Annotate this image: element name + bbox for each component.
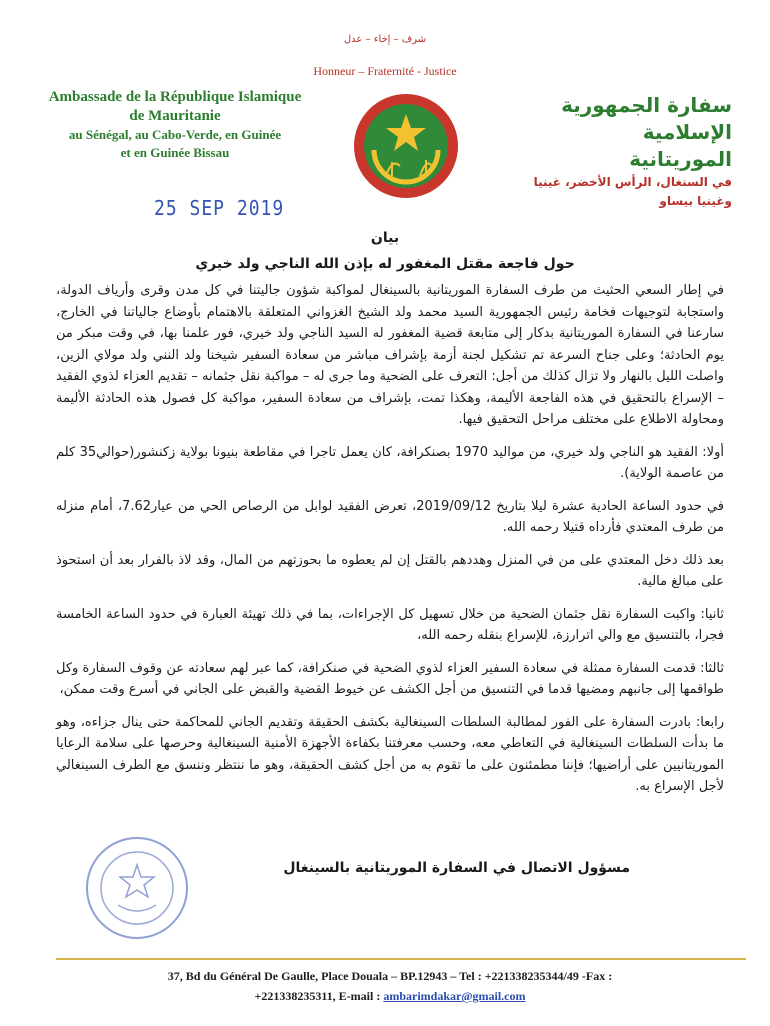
footer-line1: 37, Bd du Général De Gaulle, Place Douala – BP.12943 – Tel : +221338235344/49 -Fax : [167,969,613,983]
paragraph-second: ثانيا: واكبت السفارة نقل جثمان الضحية من خلال تسهيل كل الإجراءات، بما في ذلك تهيئة العبارة في حدود الساعة الخامسة فجرا، بالتنسيق مع والي اترارزة، للإسراع بنقله رحمه الله، [56,606,724,643]
date-stamp: 25 SEP 2019 [154,196,285,221]
mauritania-seal-icon [346,92,466,200]
embassy-ar-line3: في السنغال، الرأس الأخضر، غينيا [533,175,732,189]
embassy-round-stamp-icon [84,835,190,941]
document-subtitle: حول فاجعة مقتل المغفور له بإذن الله الناجي ولد خيري [195,256,575,272]
embassy-fr-line1: Ambassade de la République Islamique [48,89,302,105]
embassy-ar-line2: الموريتانية [629,147,732,171]
document-body [56,280,724,809]
paragraph-first: أولا: الفقيد هو الناجي ولد خيري، من مواليد 1970 بصنكرافة، كان يعمل تاجرا في مقاطعة بنيونا بولاية زكنشور(حوالي35 كلم من عاصمة الولاية). [56,444,724,481]
paragraph-intro: في إطار السعي الحثيث من طرف السفارة الموريتانية بالسينغال لمواكبة شؤون جاليتنا في كل مدن وقرى وأرياف الدولة، واستجابة لتوجيهات فخامة رئيس الجمهورية السيد محمد ولد الشيخ الغزواني المتعلقة بالاهتمام بأوضاع جالياتنا في الخارج، سارعنا في السفارة الموريتانية بدكار إلى متابعة قضية المغفور له السيد الناجي ولد خيري، فور علمنا بها، في وقت مبكر من يوم الحادثة؛ وعلى جناح السرعة تم تشكيل لجنة أزمة بإشراف مباشر من سعادة السفير شيخنا ولد النني ولد مولاي الزين، واصلت الليل بالنهار ولا تزال كذلك من أجل: التعرف على الضحية وما جرى له – مواكبة نقل جثمانه – تقديم العزاء لذوي الفقيد – الإسراع بالتحقيق في هذه الفاجعة الأليمة، وهكذا تمت، بإشراف من سعادة السفير، مواكبة كل فصول هذه الحادثة الأليمة ومحاولة الاطلاع على مختلف مراحل التحقيق فيها. [56,283,724,427]
embassy-name-french [30,88,320,162]
footer-divider [56,958,746,960]
motto-french: Honneur – Fraternité - Justice [313,64,457,78]
embassy-ar-line4: وغينيا بيساو [659,194,732,208]
paragraph-robbery: بعد ذلك دخل المعتدي على من في المنزل وهددهم بالقتل إن لم يعطوه ما بحوزتهم من المال، وقد لاذ بالفرار بعد أن استحوذ على مبالغ مالية. [56,552,724,589]
motto-arabic: شرف – إخاء – عدل [343,34,427,45]
signature-line: مسؤول الاتصال في السفارة الموريتانية بالسينغال [283,860,630,876]
footer-line2-prefix: +221338235311, E-mail : [254,989,384,1003]
footer-address [40,966,740,1006]
embassy-fr-line3: au Sénégal, au Cabo-Verde, en Guinée [68,127,282,142]
footer-line2 [40,986,740,1006]
paragraph-fourth: رابعا: بادرت السفارة على الفور لمطالبة السلطات السينغالية بكشف الحقيقة وتقديم الجاني للمحاكمة حتى ينال جزاءه، وهو ما بدأت السلطات السينغالية في التعاطي معه، وحسب معرفتنا بكفاءة الأجهزة الأمنية السينغالية وحرصها على سلامة الرعايا الموريتانيين على أراضيها؛ فإننا مطمئنون على ما تقوم به من أجل كشف الحقيقة، وهو ما ننتظر وننسق مع الطرف السينغالي لأجل الإسراع به. [56,714,724,794]
email-link[interactable]: ambarimdakar@gmail.com [383,989,526,1003]
embassy-fr-line2: de Mauritanie [129,108,221,124]
embassy-fr-line4: et en Guinée Bissau [120,145,230,160]
paragraph-incident: في حدود الساعة الحادية عشرة ليلا بتاريخ 2019/09/12، تعرض الفقيد لوابل من الرصاص الحي من عيار7.62، أمام منزله من طرف المعتدي فأرداه قتيلا رحمه الله. [56,498,724,535]
embassy-ar-line1: سفارة الجمهورية الإسلامية [561,93,732,144]
document-title: بيان [370,230,400,246]
embassy-name-arabic [492,92,732,211]
paragraph-third: ثالثا: قدمت السفارة ممثلة في سعادة السفير العزاء لذوي الضحية في صنكرافة، كما عبر لهم سعادته عن وقوف السفارة وكل طواقمها إلى جانبهم ومضيها قدما في التنسيق من أجل الكشف عن خيوط القضية والقبض على الجاني في أسرع وقت ممكن، [56,660,724,697]
